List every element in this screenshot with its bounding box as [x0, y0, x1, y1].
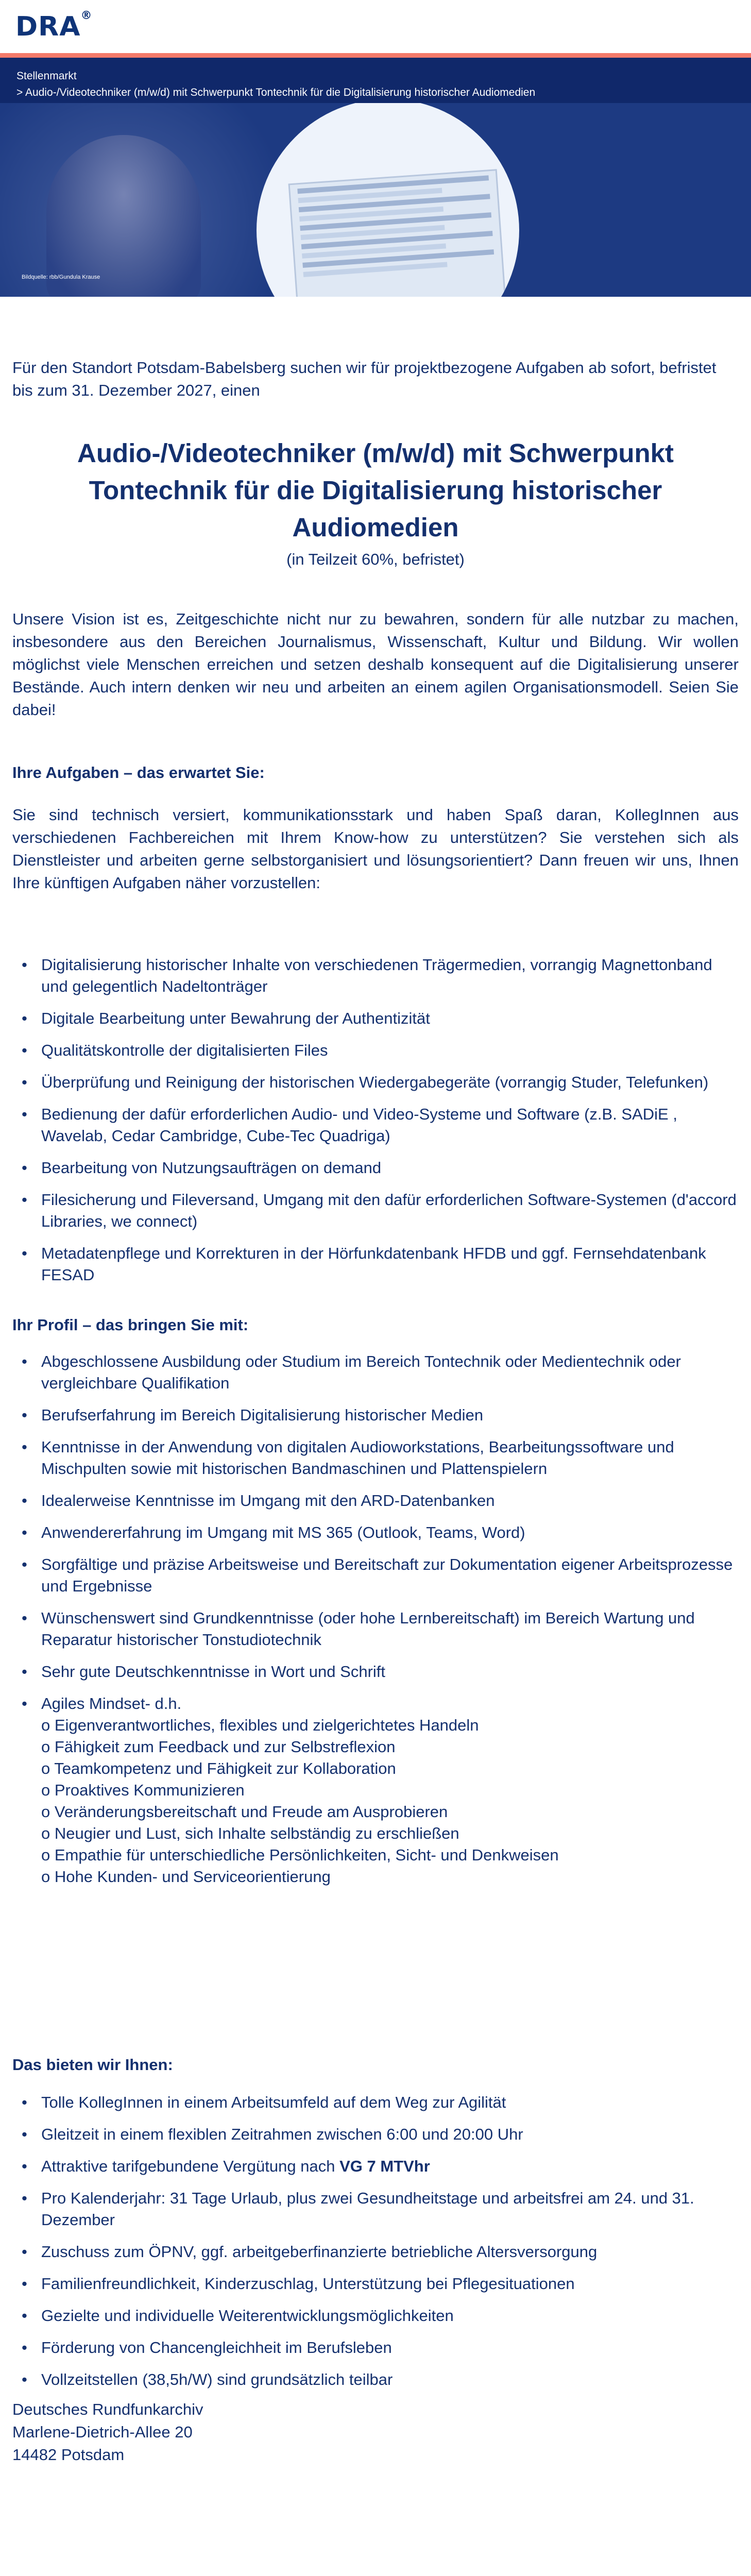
agile-sub-item: o Proaktives Kommunizieren: [41, 1781, 245, 1799]
list-item: • Förderung von Chancengleichheit im Berufsleben: [12, 2337, 739, 2359]
profile-heading: Ihr Profil – das bringen Sie mit:: [12, 1316, 249, 1334]
list-item: • Bearbeitung von Nutzungsaufträgen on demand: [12, 1157, 739, 1179]
monitor-image: [288, 169, 506, 297]
offer-heading: Das bieten wir Ihnen:: [12, 2056, 173, 2074]
intro-text: Für den Standort Potsdam-Babelsberg suchen wir für projektbezogene Aufgaben ab sofort, befristet bis zum 31. Dezember 2027, einen: [12, 359, 716, 399]
list-item: • Tolle KollegInnen in einem Arbeitsumfeld auf dem Weg zur Agilität: [12, 2092, 739, 2113]
tasks-list: [12, 954, 739, 1296]
list-item: • Digitalisierung historischer Inhalte von verschiedenen Trägermedien, vorrangig Magnettonband und gelegentlich Nadeltonträger: [12, 954, 739, 997]
tasks-intro: Sie sind technisch versiert, kommunikationsstark und haben Spaß daran, KollegInnen aus verschiedenen Fachbereichen mit Ihrem Know-how zu unterstützen? Sie verstehen sich als Dienstleister und arbeiten gerne selbstorganisiert und lösungsorientiert? Dann freuen wir uns, Ihnen Ihre künftigen Aufgaben näher vorzustellen:: [12, 806, 739, 892]
tasks-heading: Ihre Aufgaben – das erwartet Sie:: [12, 764, 265, 782]
job-subtitle: (in Teilzeit 60%, befristet): [286, 550, 465, 568]
list-item: • Abgeschlossene Ausbildung oder Studium im Bereich Tontechnik oder Medientechnik oder vergleichbare Qualifikation: [12, 1351, 739, 1394]
list-item: • Wünschenswert sind Grundkenntnisse (oder hohe Lernbereitschaft) im Bereich Wartung und Reparatur historischer Tonstudiotechnik: [12, 1607, 739, 1651]
breadcrumb-link-stellenmarkt[interactable]: Stellenmarkt: [16, 70, 77, 82]
list-item: • Anwendererfahrung im Umgang mit MS 365 (Outlook, Teams, Word): [12, 1522, 739, 1544]
agile-sub-item: o Teamkompetenz und Fähigkeit zur Kollaboration: [41, 1759, 396, 1777]
offer-list: [12, 2092, 739, 2401]
list-item: • Kenntnisse in der Anwendung von digitalen Audioworkstations, Bearbeitungssoftware und Mischpulten sowie mit historischen Bandmaschinen und Plattenspielern: [12, 1436, 739, 1480]
list-item: • Sorgfältige und präzise Arbeitsweise und Bereitschaft zur Dokumentation eigener Arbeitsprozesse und Ergebnisse: [12, 1554, 739, 1597]
list-item: • Familienfreundlichkeit, Kinderzuschlag, Unterstützung bei Pflegesituationen: [12, 2273, 739, 2295]
agile-sub-item: o Hohe Kunden- und Serviceorientierung: [41, 1868, 331, 1886]
list-item: • Idealerweise Kenntnisse im Umgang mit den ARD-Datenbanken: [12, 1490, 739, 1512]
dra-logo[interactable]: DRA®: [15, 9, 93, 42]
list-item: • Qualitätskontrolle der digitalisierten Files: [12, 1040, 739, 1061]
job-title: Audio-/Videotechniker (m/w/d) mit Schwerpunkt Tontechnik für die Digitalisierung historischer Audiomedien: [77, 438, 674, 542]
list-item: • Gezielte und individuelle Weiterentwicklungsmöglichkeiten: [12, 2305, 739, 2327]
accent-bar: [0, 53, 751, 58]
postal-address: Deutsches Rundfunkarchiv Marlene-Dietrich-Allee 20 14482 Potsdam: [12, 2400, 203, 2464]
image-credit: Bildquelle: rbb/Gundula Krause: [22, 274, 100, 280]
agile-sub-item: o Veränderungsbereitschaft und Freude am Ausprobieren: [41, 1803, 448, 1821]
breadcrumb: [16, 68, 535, 101]
hero-banner: [0, 58, 751, 297]
list-item: • Pro Kalenderjahr: 31 Tage Urlaub, plus zwei Gesundheitstage und arbeitsfrei am 24. und 31. Dezember: [12, 2188, 739, 2231]
pay-group: VG 7 MTVhr: [339, 2157, 430, 2175]
profile-list: [12, 1351, 739, 1898]
list-item: • Metadatenpflege und Korrekturen in der Hörfunkdatenbank HFDB und ggf. Fernsehdatenbank FESAD: [12, 1243, 739, 1286]
list-item: • Überprüfung und Reinigung der historischen Wiedergabegeräte (vorrangig Studer, Telefunken): [12, 1072, 739, 1093]
list-item-pay: • Attraktive tarifgebundene Vergütung nach VG 7 MTVhr: [12, 2156, 739, 2177]
agile-sub-item: o Eigenverantwortliches, flexibles und zielgerichtetes Handeln: [41, 1716, 479, 1734]
list-item-agile: [12, 1693, 739, 1888]
list-item: • Bedienung der dafür erforderlichen Audio- und Video-Systeme und Software (z.B. SADiE , Wavelab, Cedar Cambridge, Cube-Tec Quadriga): [12, 1104, 739, 1147]
list-item: • Digitale Bearbeitung unter Bewahrung der Authentizität: [12, 1008, 739, 1029]
agile-sub-item: o Neugier und Lust, sich Inhalte selbständig zu erschließen: [41, 1824, 459, 1842]
agile-label: • Agiles Mindset- d.h.: [41, 1694, 182, 1713]
agile-sub-item: o Empathie für unterschiedliche Persönlichkeiten, Sicht- und Denkweisen: [41, 1846, 559, 1864]
list-item: • Sehr gute Deutschkenntnisse in Wort und Schrift: [12, 1661, 739, 1683]
hero-person-image: [46, 135, 201, 297]
list-item: • Zuschuss zum ÖPNV, ggf. arbeitgeberfinanzierte betriebliche Altersversorgung: [12, 2241, 739, 2263]
agile-sub-item: o Fähigkeit zum Feedback und zur Selbstreflexion: [41, 1738, 396, 1756]
list-item: • Vollzeitstellen (38,5h/W) sind grundsätzlich teilbar: [12, 2369, 739, 2391]
breadcrumb-current: > Audio-/Videotechniker (m/w/d) mit Schwerpunkt Tontechnik für die Digitalisierung historischer Audiomedien: [16, 87, 536, 98]
list-item: • Filesicherung und Fileversand, Umgang mit den dafür erforderlichen Software-Systemen (d'accord Libraries, we connect): [12, 1189, 739, 1232]
list-item: • Berufserfahrung im Bereich Digitalisierung historischer Medien: [12, 1404, 739, 1426]
list-item: • Gleitzeit in einem flexiblen Zeitrahmen zwischen 6:00 und 20:00 Uhr: [12, 2124, 739, 2145]
vision-text: Unsere Vision ist es, Zeitgeschichte nicht nur zu bewahren, sondern für alle nutzbar zu machen, insbesondere aus den Bereichen Journalismus, Wissenschaft, Kultur und Bildung. Wir wollen möglichst viele Menschen erreichen und setzen deshalb konsequent auf die Digitalisierung unserer Bestände. Auch intern denken wir neu und arbeiten an einem agilen Organisationsmodell. Seien Sie dabei!: [12, 610, 739, 719]
site-header: [0, 0, 751, 53]
